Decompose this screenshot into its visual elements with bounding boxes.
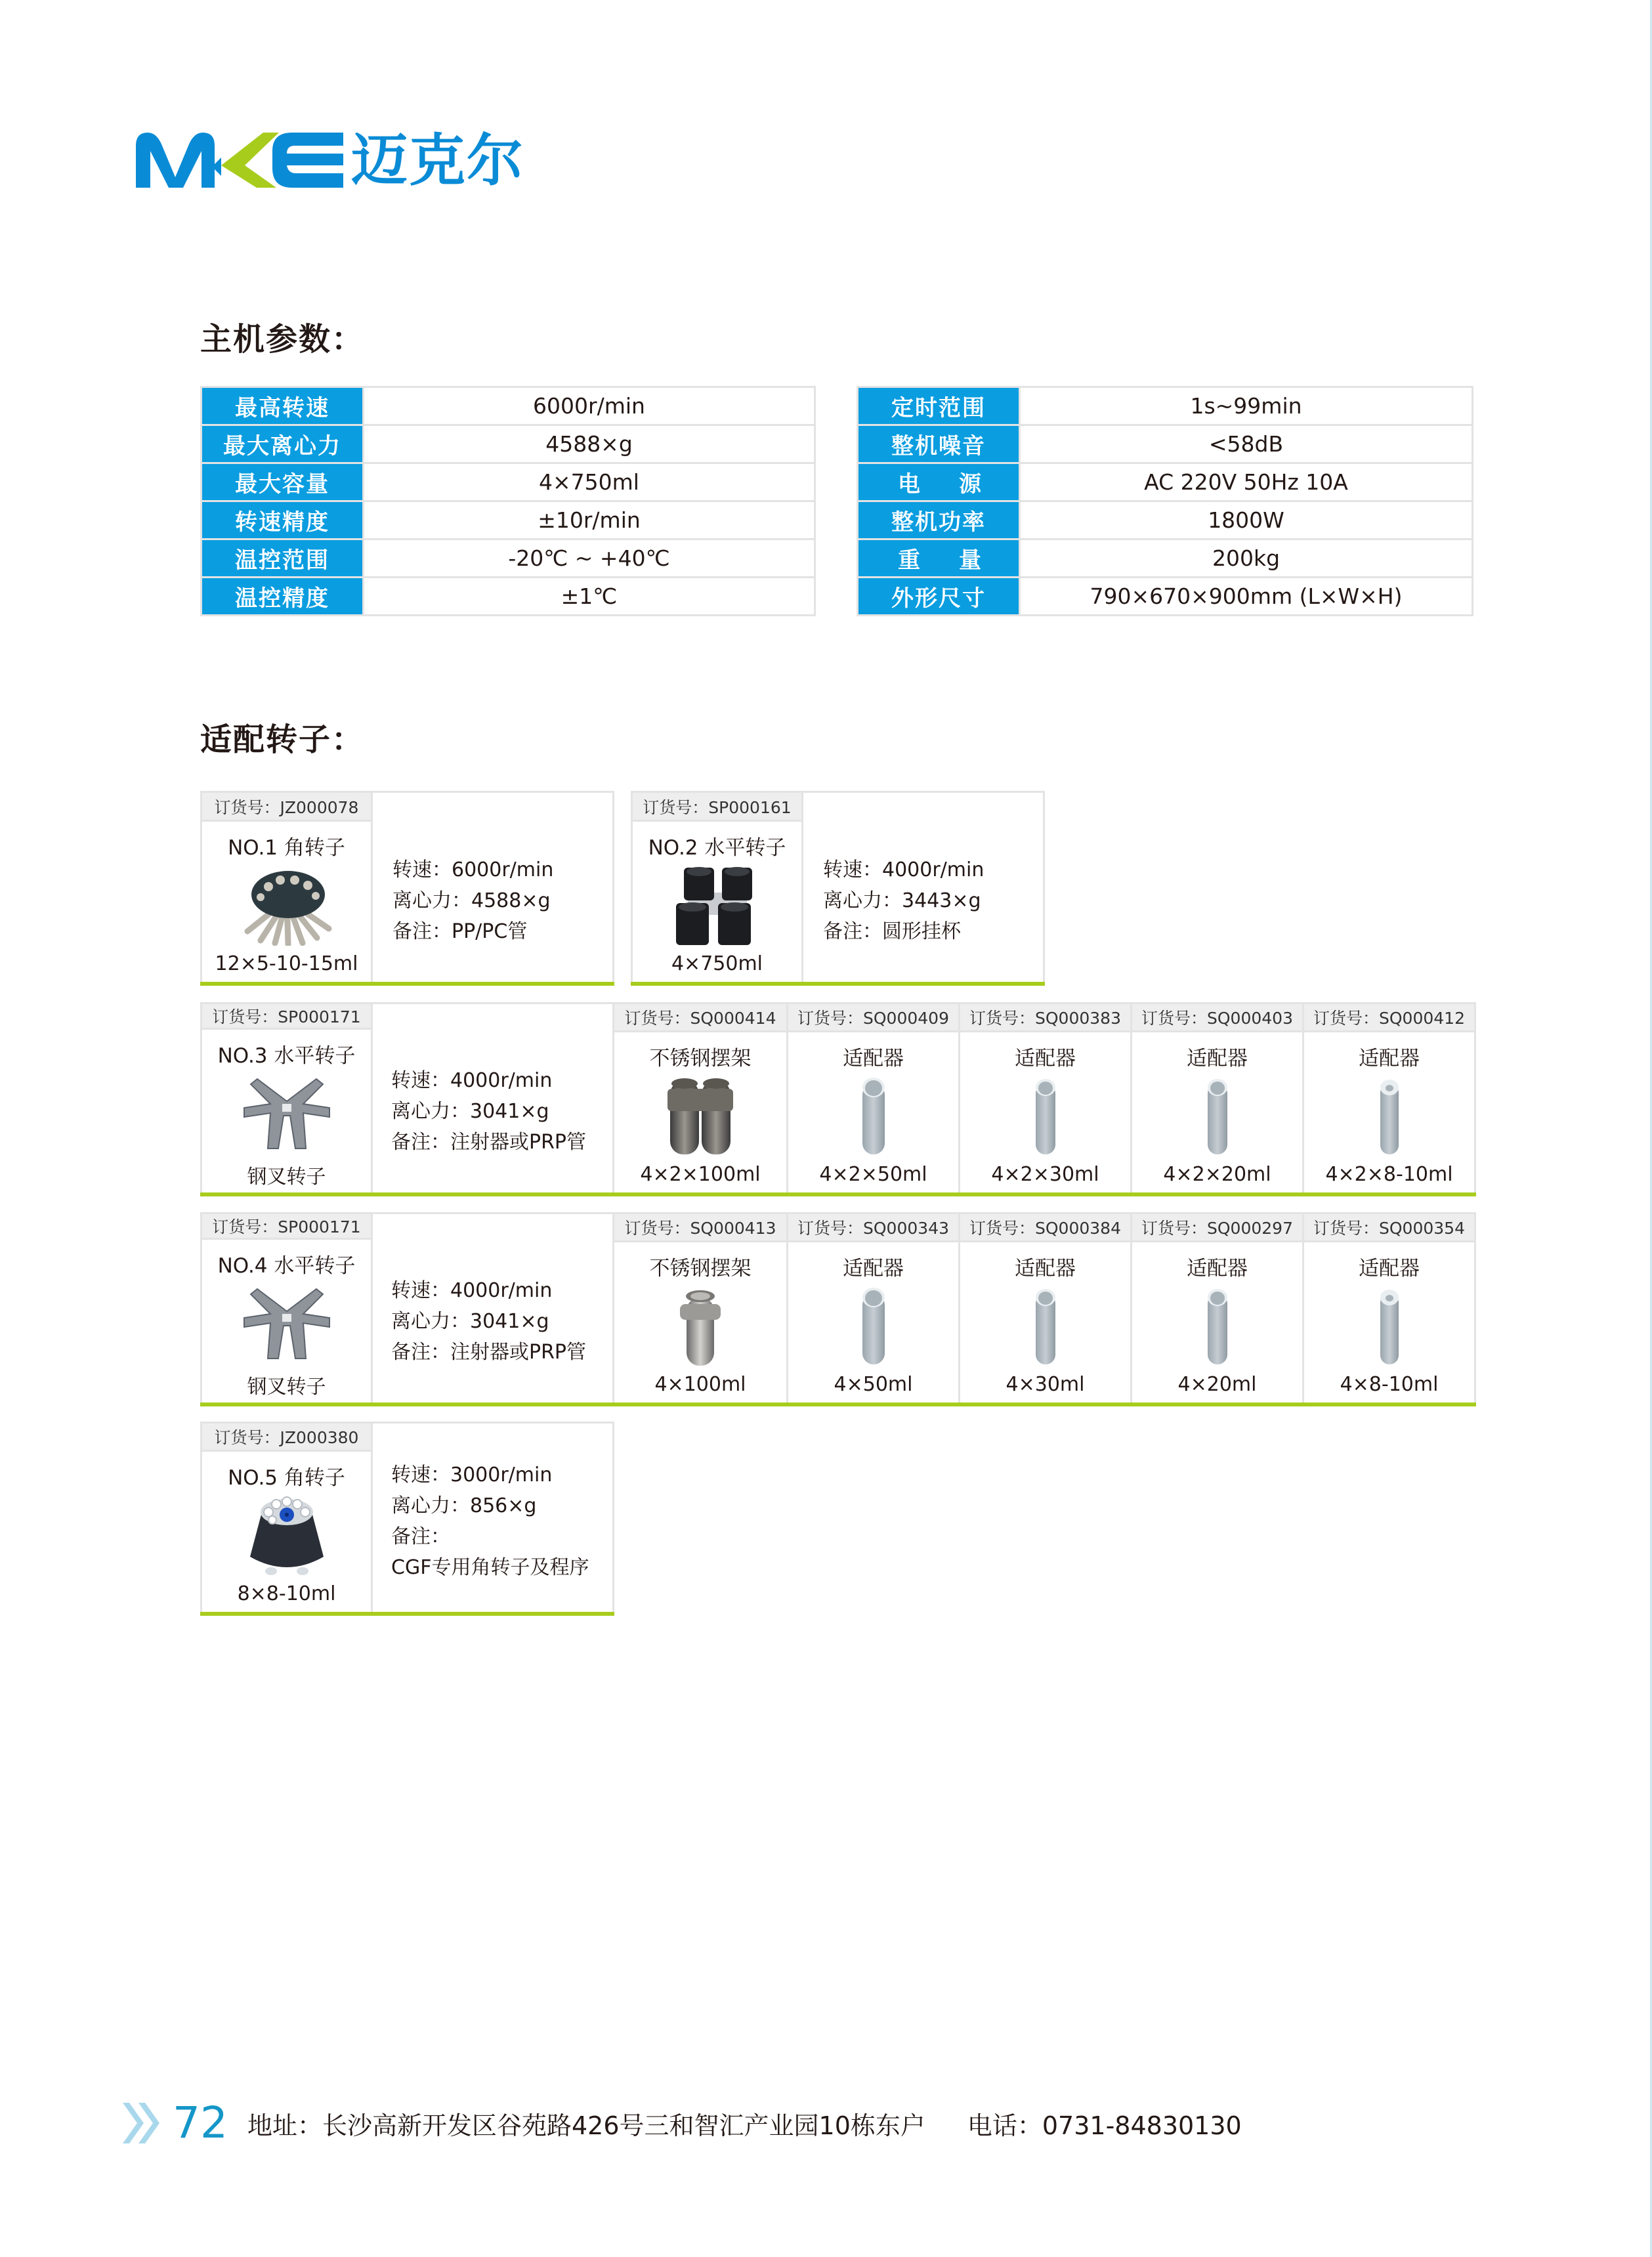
rotor-row-4 xyxy=(200,1212,1476,1403)
spec-value: 4×750ml xyxy=(364,463,815,501)
logo-chinese-name: 迈克尔 xyxy=(351,128,524,194)
accessory-name: 适配器 xyxy=(1359,1257,1420,1280)
rotor-specs xyxy=(373,1214,612,1403)
spec-row xyxy=(201,578,815,616)
rotor-name: NO.5 角转子 xyxy=(228,1466,345,1490)
accessory-name: 适配器 xyxy=(843,1257,904,1280)
rotor-note-detail: CGF专用角转子及程序 xyxy=(391,1555,589,1579)
accessories-no4 xyxy=(612,1214,1474,1403)
rotor-note: 备注：注射器或PRP管 xyxy=(391,1341,587,1364)
footer-phone: 电话：0731-84830130 xyxy=(967,2111,1242,2140)
accessory-name: 适配器 xyxy=(1187,1257,1248,1280)
page-footer xyxy=(121,2097,1242,2149)
accessory-capacity: 4×20ml xyxy=(1177,1373,1257,1396)
spec-row xyxy=(858,425,1473,463)
accessory-cell xyxy=(1302,1214,1474,1403)
rotor-card-no3 xyxy=(200,1002,1476,1192)
rotor-name: NO.1 角转子 xyxy=(228,836,345,860)
spec-value: <58dB xyxy=(1020,425,1473,463)
spec-label: 外形尺寸 xyxy=(858,578,1020,616)
order-number: 订货号：SQ000297 xyxy=(1132,1214,1302,1242)
rotor-force: 离心力：856×g xyxy=(391,1494,537,1517)
single-steel-bucket-image xyxy=(645,1281,756,1373)
rotor-name: NO.2 水平转子 xyxy=(648,836,786,860)
rotor-specs xyxy=(803,793,1043,982)
spec-label: 温控精度 xyxy=(201,578,364,616)
spec-label: 温控范围 xyxy=(201,539,364,578)
accessory-name: 适配器 xyxy=(843,1047,904,1070)
accessory-name: 不锈钢摆架 xyxy=(649,1257,752,1280)
rotor-note: 备注：PP/PC管 xyxy=(392,919,528,943)
accessories-no3 xyxy=(612,1004,1474,1192)
rotor-speed: 转速：6000r/min xyxy=(392,858,554,881)
accessory-capacity: 4×100ml xyxy=(654,1373,746,1396)
spec-row xyxy=(201,425,815,463)
spec-row xyxy=(201,501,815,539)
angle-rotor-12-image xyxy=(231,860,343,952)
spec-value: AC 220V 50Hz 10A xyxy=(1020,463,1473,501)
order-number: 订货号：SQ000412 xyxy=(1304,1004,1474,1032)
accessory-name: 适配器 xyxy=(1015,1047,1076,1070)
steel-fork-rotor-image xyxy=(231,1278,343,1370)
spec-value: -20℃ ~ +40℃ xyxy=(364,539,815,578)
double-chevron-right-icon xyxy=(121,2100,166,2146)
order-number: 订货号：SP000171 xyxy=(202,1214,371,1240)
spec-value: 1s~99min xyxy=(1020,387,1473,425)
spec-label: 转速精度 xyxy=(201,501,364,539)
spec-row xyxy=(858,387,1473,425)
accessory-cell xyxy=(614,1004,786,1192)
order-number: 订货号：SQ000413 xyxy=(614,1214,786,1242)
adapter-wide-image xyxy=(818,1071,929,1163)
spec-label: 最大离心力 xyxy=(201,425,364,463)
spec-label: 定时范围 xyxy=(858,387,1020,425)
rotor-note: 备注：圆形挂杯 xyxy=(823,919,961,943)
order-number: 订货号：SQ000343 xyxy=(788,1214,958,1242)
rotor-capacity: 8×8-10ml xyxy=(237,1582,336,1605)
accessory-capacity: 4×2×8-10ml xyxy=(1325,1163,1453,1186)
rotor-speed: 转速：4000r/min xyxy=(391,1279,553,1302)
rotor-force: 离心力：4588×g xyxy=(392,889,551,912)
rotor-specs xyxy=(373,1424,612,1612)
accessory-cell xyxy=(1130,1004,1302,1192)
spec-value: 1800W xyxy=(1020,501,1473,539)
rotor-force: 离心力：3443×g xyxy=(823,889,981,912)
accessory-capacity: 4×2×20ml xyxy=(1163,1163,1271,1186)
spec-row xyxy=(858,539,1473,578)
spec-label: 整机功率 xyxy=(858,501,1020,539)
rotor-name: NO.4 水平转子 xyxy=(217,1254,356,1278)
accessory-name: 适配器 xyxy=(1015,1257,1076,1280)
spec-value: ±10r/min xyxy=(364,501,815,539)
adapter-wide-image xyxy=(818,1281,929,1373)
spec-label: 电源 xyxy=(858,463,1020,501)
rotors-title: 适配转子： xyxy=(200,721,365,758)
rotor-card-no2 xyxy=(631,791,1045,982)
rotor-name: NO.3 水平转子 xyxy=(217,1044,356,1068)
accessory-name: 适配器 xyxy=(1359,1047,1420,1070)
rotor-row-1 xyxy=(200,791,1045,982)
cgf-angle-rotor-image xyxy=(231,1490,343,1582)
adapter-small-image xyxy=(1334,1071,1445,1163)
adapter-image xyxy=(1162,1281,1273,1373)
host-params-table-left xyxy=(200,386,816,616)
order-number: 订货号：SQ000409 xyxy=(788,1004,958,1032)
order-number: 订货号：SQ000414 xyxy=(614,1004,786,1032)
page-number: 72 xyxy=(173,2098,228,2148)
rotor-speed: 转速：4000r/min xyxy=(391,1069,553,1092)
rotor-row-5 xyxy=(200,1422,614,1612)
spec-value: 4588×g xyxy=(364,425,815,463)
accessory-capacity: 4×50ml xyxy=(834,1373,913,1396)
accessory-cell xyxy=(786,1214,958,1403)
rotor-row-3 xyxy=(200,1002,1476,1192)
spec-value: 6000r/min xyxy=(364,387,815,425)
order-number: 订货号：SQ000403 xyxy=(1132,1004,1302,1032)
rotor-card-no5 xyxy=(200,1422,614,1612)
rotor-capacity: 12×5-10-15ml xyxy=(215,952,358,975)
order-number: 订货号：SQ000383 xyxy=(960,1004,1130,1032)
host-params-table-right xyxy=(857,386,1473,616)
accessory-name: 不锈钢摆架 xyxy=(649,1047,752,1070)
spec-label: 最大容量 xyxy=(201,463,364,501)
accessory-capacity: 4×30ml xyxy=(1006,1373,1085,1396)
steel-fork-rotor-image xyxy=(231,1068,343,1160)
spec-row xyxy=(201,463,815,501)
accessory-cell xyxy=(1302,1004,1474,1192)
rotor-force: 离心力：3041×g xyxy=(391,1310,549,1333)
accessory-cell xyxy=(1130,1214,1302,1403)
rotor-card-no4 xyxy=(200,1212,1476,1403)
spec-row xyxy=(858,463,1473,501)
spec-label: 整机噪音 xyxy=(858,425,1020,463)
host-params-title: 主机参数： xyxy=(200,321,365,358)
spec-row xyxy=(201,539,815,578)
rotor-note: 备注： xyxy=(391,1525,450,1548)
accessory-capacity: 4×2×30ml xyxy=(991,1163,1099,1186)
rotor-capacity: 4×750ml xyxy=(671,952,763,975)
order-number: 订货号：SQ000384 xyxy=(960,1214,1130,1242)
accessory-name: 适配器 xyxy=(1187,1047,1248,1070)
spec-value: ±1℃ xyxy=(364,578,815,616)
rotor-note: 备注：注射器或PRP管 xyxy=(391,1131,587,1154)
adapter-image xyxy=(990,1071,1101,1163)
accessory-cell xyxy=(614,1214,786,1403)
double-steel-bucket-image xyxy=(645,1071,756,1163)
adapter-image xyxy=(990,1281,1101,1373)
swing-bucket-4-image xyxy=(662,860,773,952)
spec-value: 790×670×900mm (L×W×H) xyxy=(1020,578,1473,616)
footer-address: 地址：长沙高新开发区谷苑路426号三和智汇产业园10栋东户 xyxy=(247,2111,925,2140)
rotor-type: 钢叉转子 xyxy=(247,1166,326,1189)
rotor-speed: 转速：3000r/min xyxy=(391,1463,553,1487)
adapter-small-image xyxy=(1334,1281,1445,1373)
rotor-card-no1 xyxy=(200,791,614,982)
order-number: 订货号：SP000171 xyxy=(202,1004,371,1030)
rotor-specs xyxy=(373,793,612,982)
spec-label: 重量 xyxy=(858,539,1020,578)
rotor-speed: 转速：4000r/min xyxy=(823,858,985,881)
adapter-image xyxy=(1162,1071,1273,1163)
rotor-type: 钢叉转子 xyxy=(247,1376,326,1399)
accessory-capacity: 4×2×100ml xyxy=(640,1163,761,1186)
accessory-cell xyxy=(958,1004,1130,1192)
spec-label: 最高转速 xyxy=(201,387,364,425)
order-number: 订货号：JZ000380 xyxy=(202,1424,371,1452)
accessory-capacity: 4×2×50ml xyxy=(819,1163,927,1186)
accessory-cell xyxy=(786,1004,958,1192)
order-number: 订货号：SQ000354 xyxy=(1304,1214,1474,1242)
spec-row xyxy=(858,578,1473,616)
mke-logo-mark-icon xyxy=(135,131,345,190)
order-number: 订货号：JZ000078 xyxy=(202,793,371,822)
rotor-specs xyxy=(373,1004,612,1192)
spec-value: 200kg xyxy=(1020,539,1473,578)
accessory-capacity: 4×8-10ml xyxy=(1340,1373,1439,1396)
accessory-cell xyxy=(958,1214,1130,1403)
rotor-force: 离心力：3041×g xyxy=(391,1100,549,1123)
company-logo xyxy=(135,128,528,194)
spec-row xyxy=(858,501,1473,539)
order-number: 订货号：SP000161 xyxy=(633,793,801,822)
spec-row xyxy=(201,387,815,425)
